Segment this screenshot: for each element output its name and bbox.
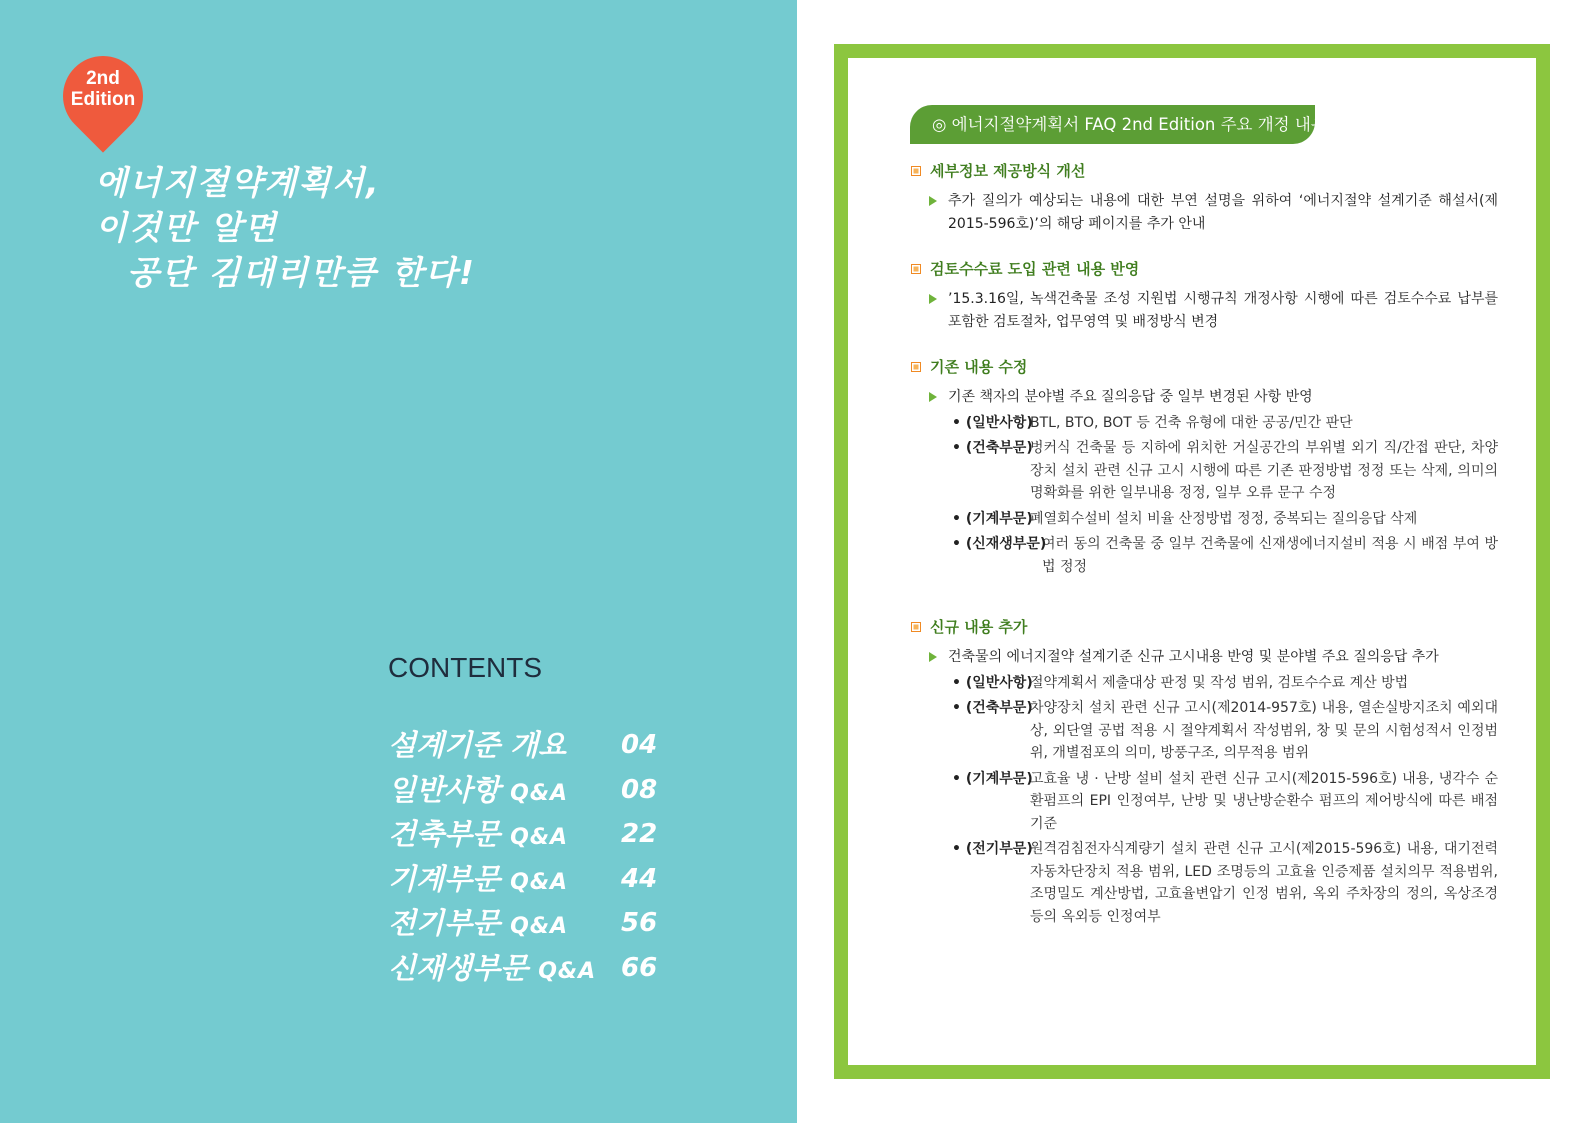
section-item: 기존 책자의 분야별 주요 질의응답 중 일부 변경된 사항 반영 [922,386,1498,409]
section-detail-info [910,160,1498,235]
toc-item[interactable] [388,948,678,993]
bullet-text: 여러 동의 건축물 중 일부 건축물에 신재생에너지설비 적용 시 배점 부여 방법 정정 [1042,536,1498,575]
bullet-text: 벙커식 건축물 등 지하에 위치한 거실공간의 부위별 외기 직/간접 판단, 차양장치 설치 관련 신규 고시 시행에 따른 기존 판정방법 정정 또는 삭제, 의미의 명확화를 위한 일부내용 정정, 일부 오류 문구 수정 [1030,440,1498,501]
section-heading: 검토수수료 도입 관련 내용 반영 [910,258,1498,280]
toc-item-suffix: Q&A [510,914,569,939]
badge-line2: Edition [70,89,136,110]
bullet-item [952,672,1498,695]
cover-headline [95,160,476,295]
toc-item-page: 04 [621,730,658,760]
section-item: ’15.3.16일, 녹색건축물 조성 지원법 시행규칙 개정사항 시행에 따른 검토수수료 납부를 포함한 검토절차, 업무영역 및 배정방식 변경 [922,288,1498,333]
toc-item[interactable] [388,770,678,815]
bullet-item [952,768,1498,836]
toc-item-page: 56 [621,908,658,938]
toc-item[interactable] [388,859,678,904]
bullet-item [952,412,1498,435]
headline-line-1: 에너지절약계획서, [95,163,381,202]
toc-item-suffix: Q&A [510,780,569,806]
headline-line-3: 공단 김대리만큼 한다! [127,253,476,292]
contents-title: CONTENTS [388,652,542,683]
toc-item[interactable] [388,725,678,770]
toc-item-suffix: Q&A [510,869,569,895]
bullet-text: 고효율 냉 · 난방 설비 설치 관련 신규 고시(제2015-596호) 내용, 냉각수 순환펌프의 EPI 인정여부, 난방 및 냉난방순환수 펌프의 제어방식에 따른 배점기준 [1030,770,1498,832]
toc-item-suffix: Q&A [538,958,597,984]
bullet-label: • (전기부문) [952,841,1033,857]
toc-item-title: 건축부문 [388,817,501,851]
toc-item[interactable] [388,903,678,948]
section-heading: 세부정보 제공방식 개선 [910,160,1498,182]
toc-item-suffix: Q&A [510,825,569,850]
bullet-text: BTL, BTO, BOT 등 건축 유형에 대한 공공/민간 판단 [1030,414,1353,431]
edition-badge [63,68,143,110]
section-heading: 신규 내용 추가 [910,616,1498,638]
bullet-label: • (일반사항) [952,674,1033,691]
toc-item-page: 22 [621,819,658,849]
toc-item-page: 44 [621,863,658,894]
toc-item-title: 전기부문 [388,906,501,940]
section-existing-revisions [910,356,1498,578]
bullet-label: • (기계부문) [952,770,1033,787]
bullet-item [952,508,1498,531]
toc-item[interactable] [388,814,678,859]
toc-item-title: 일반사항 [388,772,501,807]
revision-banner: ◎ 에너지절약계획서 FAQ 2nd Edition 주요 개정 내용 [910,105,1315,144]
bullet-item [952,533,1498,578]
toc-item-title: 기계부문 [388,861,501,896]
toc-item-page: 66 [621,952,658,983]
bullet-item [952,437,1498,505]
bullet-text: 원격검침전자식계량기 설치 관련 신규 고시(제2015-596호) 내용, 대기전력자동차단장치 적용 범위, LED 조명등의 고효율 인증제품 설치의무 적용범위, 조명밀도 계산방법, 고효율변압기 인정 범위, 옥외 주차장의 정의, 옥상조경등의 옥외등 인정여부 [1030,841,1498,925]
table-of-contents [388,725,678,992]
toc-item-page: 08 [621,774,658,805]
section-heading: 기존 내용 수정 [910,356,1498,378]
section-new-additions [910,616,1498,928]
toc-item-title: 설계기준 개요 [388,728,567,762]
bullet-text: 절약계획서 제출대상 판정 및 작성 범위, 검토수수료 계산 방법 [1030,674,1409,691]
bullet-label: • (건축부문) [952,440,1033,456]
bullet-text: 폐열회수설비 설치 비율 산정방법 정정, 중복되는 질의응답 삭제 [1030,510,1418,527]
section-item: 추가 질의가 예상되는 내용에 대한 부연 설명을 위하여 ‘에너지절약 설계기준 해설서(제2015-596호)’의 해당 페이지를 추가 안내 [922,190,1498,235]
bullet-label: • (기계부문) [952,510,1033,527]
headline-line-2: 이것만 알면 [95,208,278,247]
toc-item-title: 신재생부문 [388,950,529,985]
bullet-item [952,838,1498,928]
bullet-label: • (일반사항) [952,414,1033,431]
bullet-text: 차양장치 설치 관련 신규 고시(제2014-957호) 내용, 열손실방지조치 예외대상, 외단열 공법 적용 시 절약계획서 작성범위, 창 및 문의 시험성적서 인정범위, 개별점포의 의미, 방풍구조, 의무적용 범위 [1030,700,1498,761]
badge-line1: 2nd [86,68,120,89]
bullet-label: • (건축부문) [952,700,1033,716]
bullet-item [952,697,1498,765]
section-item: 건축물의 에너지절약 설계기준 신규 고시내용 반영 및 분야별 주요 질의응답 추가 [922,646,1498,669]
bullet-label: • (신재생부문) [952,536,1047,552]
section-review-fee [910,258,1498,333]
